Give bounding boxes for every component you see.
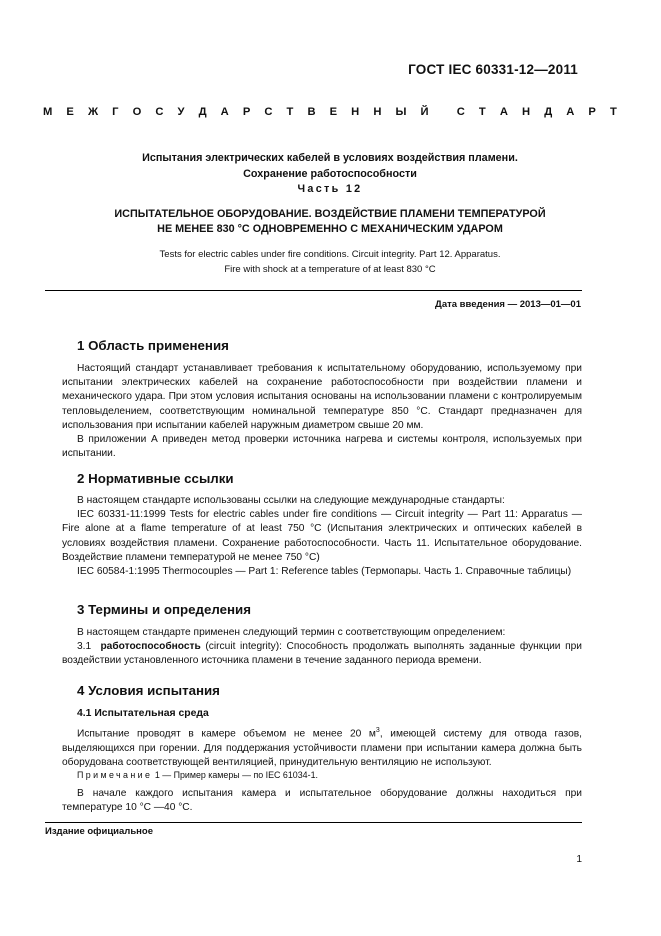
banner-letter: Н	[351, 106, 360, 118]
section-3-body	[62, 626, 582, 669]
banner-letter: С	[456, 106, 465, 118]
banner-letter: А	[499, 106, 508, 118]
section-1-paragraph-2: В приложении А приведен метод проверки источника нагрева и системы контроля, используемых при испытании.	[62, 434, 582, 460]
note	[77, 770, 318, 780]
page-number: 1	[576, 854, 582, 865]
banner-letter: Р	[242, 106, 251, 118]
paragraph-text-b: , имеющей систему для отвода газов, выделяющихся при горении. Для поддержания устойчивости пламени при испытании камера должна быть оборудована соответствующей вентиляцией, принудительную вентиляцию не используют.	[62, 728, 582, 768]
term-definition-text: (circuit integrity): Способность продолжать выполнять заданные функции при воздействии установленного источника пламени в течение заданного периода времени.	[62, 641, 582, 667]
standard-code: ГОСТ IEC 60331-12—2011	[408, 62, 578, 77]
banner-letter: Н	[522, 106, 531, 118]
banner-letter: А	[220, 106, 229, 118]
term-number: 3.1	[77, 641, 92, 653]
section-4-paragraph-2	[62, 787, 582, 815]
title-line-1: Испытания электрических кабелей в условиях воздействия пламени.	[142, 152, 518, 164]
paragraph-text-a: Испытание проводят в камере объемом не менее 20 м	[77, 728, 376, 740]
note-label: Примечание	[77, 770, 153, 780]
section-2-reference-2: IEC 60584-1:1995 Thermocouples — Part 1: Reference tables (Термопары. Часть 1. Справочные таблицы)	[77, 566, 572, 578]
section-2-heading: 2 Нормативные ссылки	[77, 471, 234, 486]
section-3-heading: 3 Термины и определения	[77, 602, 251, 617]
term-name: работоспособность	[100, 641, 201, 653]
banner-letter: У	[177, 106, 185, 118]
banner-letter: Д	[198, 106, 207, 118]
section-4-paragraph-2-text: В начале каждого испытания камера и испытательное оборудование должны находиться при температуре 10 °С —40 °С.	[62, 788, 582, 814]
section-2-reference-1: IEC 60331-11:1999 Tests for electric cables under fire conditions — Circuit integrity — Part 11: Apparatus — Fire alone at a flame temperature of at least 750 °C (Испытания электрических и оптических кабелей в условиях воздействия пламени. Сохранение работоспособности. Часть 11. Испытательное оборудование. Воздействие пламени температурой не менее 750 °С)	[62, 509, 582, 563]
banner-letter: Г	[112, 106, 119, 118]
subtitle	[60, 207, 600, 237]
banner-letter: О	[132, 106, 142, 118]
section-2-paragraph-1: В настоящем стандарте использованы ссылки на следующие международные стандарты:	[77, 495, 505, 506]
banner-letter: Е	[66, 106, 74, 118]
section-2-body	[62, 494, 582, 579]
banner-letter: С	[264, 106, 273, 118]
official-edition-label: Издание официальное	[45, 826, 153, 837]
subtitle-line-1: ИСПЫТАТЕЛЬНОЕ ОБОРУДОВАНИЕ. ВОЗДЕЙСТВИЕ ПЛАМЕНИ ТЕМПЕРАТУРОЙ	[114, 208, 546, 220]
banner-letter: Д	[544, 106, 553, 118]
subsection-4-1-heading: 4.1 Испытательная среда	[77, 708, 209, 719]
banner-letter: Н	[373, 106, 382, 118]
section-4-heading: 4 Условия испытания	[77, 683, 220, 698]
banner-letter: М	[43, 106, 53, 118]
banner-letter: В	[307, 106, 316, 118]
term-definition	[62, 640, 582, 668]
interstate-standard-banner	[43, 106, 617, 118]
banner-letter: Ы	[395, 106, 407, 118]
title-divider	[45, 290, 582, 291]
title-english-line-2: Fire with shock at a temperature of at least 830 °C	[224, 264, 436, 275]
section-1-paragraph-1: Настоящий стандарт устанавливает требования к испытательному оборудованию, используемому при испытании электрических кабелей на сохранение работоспособности при воздействии пламени и механического удара. При этом условия испытания основаны на использовании пламени с контролируемым тепловыделением, соответствующим номинальной температуре 850 °С. Стандарт предназначен для использования при испытании кабелей наружным диаметром свыше 20 мм.	[62, 363, 582, 431]
banner-letter: Т	[478, 106, 486, 118]
banner-letter: Ж	[87, 106, 99, 118]
introduction-date: Дата введения — 2013—01—01	[435, 299, 581, 310]
footer-divider	[45, 822, 582, 823]
banner-letter: Е	[329, 106, 338, 118]
section-1-body	[62, 362, 582, 461]
section-1-heading: 1 Область применения	[77, 338, 229, 353]
title-english	[60, 247, 600, 277]
banner-letter: Й	[420, 106, 429, 118]
section-3-paragraph-1: В настоящем стандарте применен следующий термин с соответствующим определением:	[77, 627, 506, 638]
banner-letter: Т	[609, 106, 617, 118]
part-label: Часть 12	[297, 183, 363, 195]
title-russian	[60, 150, 600, 182]
subtitle-line-2: НЕ МЕНЕЕ 830 °С ОДНОВРЕМЕННО С МЕХАНИЧЕСКИМ УДАРОМ	[157, 223, 503, 235]
banner-letter: А	[566, 106, 575, 118]
section-4-paragraph-1	[62, 724, 582, 770]
superscript: 3	[375, 727, 380, 734]
note-text: 1 — Пример камеры — по IEC 61034-1.	[152, 770, 318, 780]
title-line-2: Сохранение работоспособности	[243, 168, 417, 180]
banner-letter: С	[155, 106, 164, 118]
banner-letter: Р	[588, 106, 596, 118]
banner-letter: Т	[286, 106, 294, 118]
title-english-line-1: Tests for electric cables under fire conditions. Circuit integrity. Part 12. Apparatus.	[159, 249, 501, 260]
